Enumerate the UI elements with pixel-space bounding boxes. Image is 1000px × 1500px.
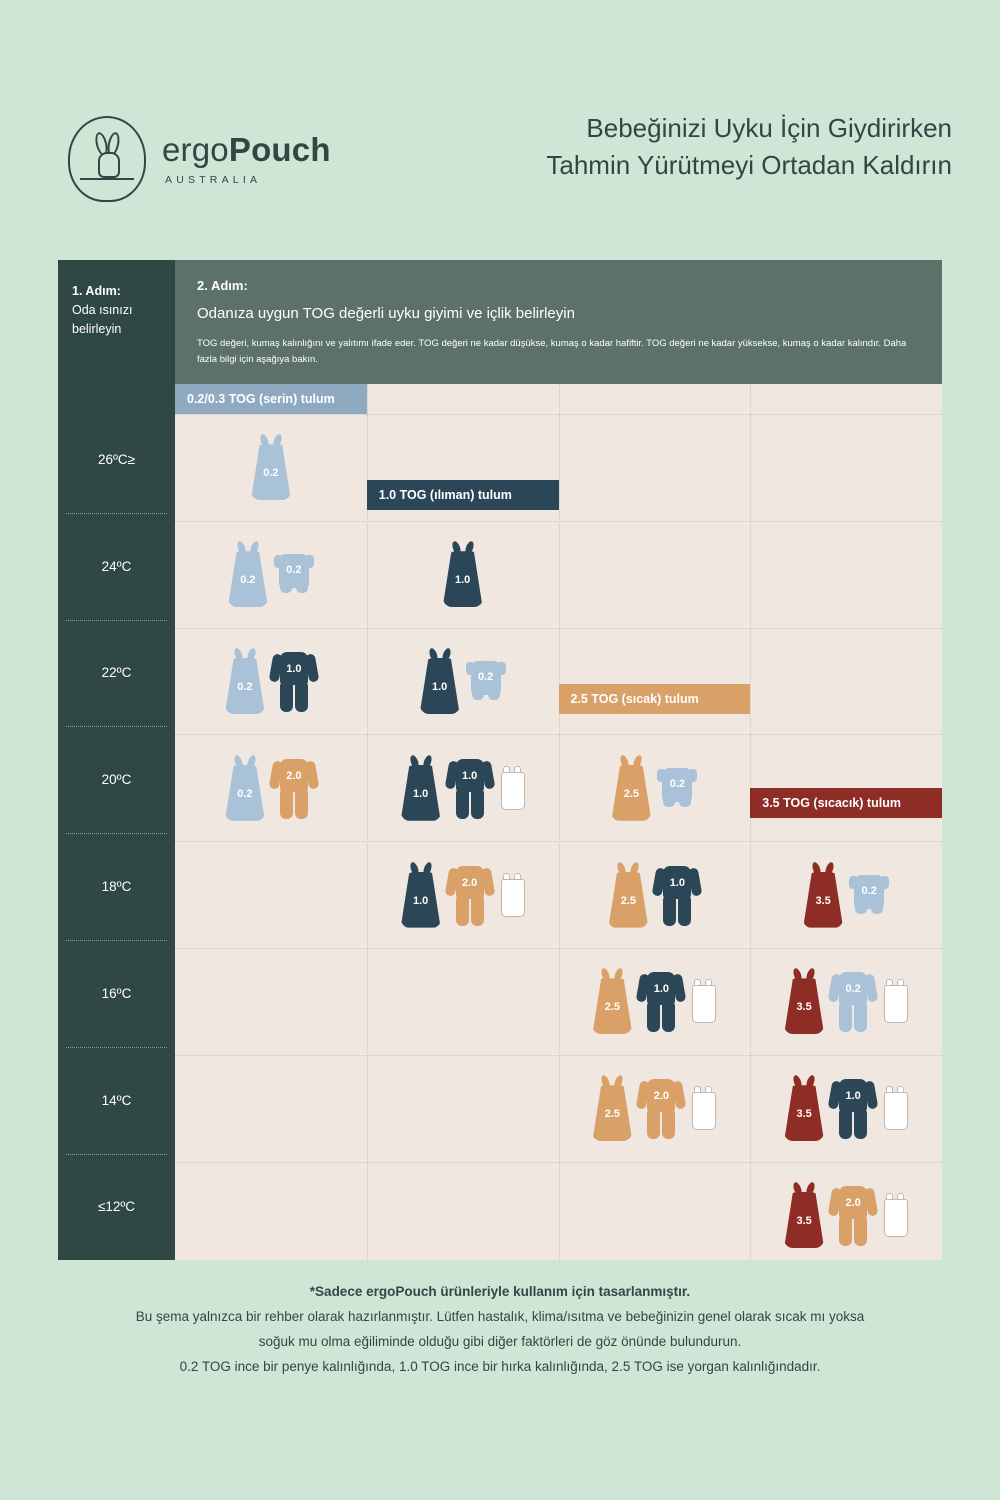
- garment-cell: [175, 841, 367, 948]
- step1-title: 1. Adım:: [72, 284, 121, 298]
- tog-header-0: 0.2/0.3 TOG (serin) tulum: [175, 384, 367, 414]
- garment-cell: [175, 414, 367, 521]
- garment-cell: [175, 521, 367, 628]
- page-title: [392, 110, 952, 184]
- sleeping-bag-icon: [592, 1075, 632, 1141]
- garment-cell: [750, 1055, 942, 1162]
- garment-cell: [559, 628, 751, 735]
- garment-cell: [750, 841, 942, 948]
- footer-line-4: 0.2 TOG ince bir penye kalınlığında, 1.0 TOG ince bir hırka kalınlığında, 2.5 TOG ise yorgan kalınlığındadır.: [179, 1358, 821, 1374]
- temperature-row: 26ºC≥: [97, 451, 136, 467]
- temperature-list: [58, 406, 175, 1260]
- tog-value: 0.2: [669, 777, 686, 790]
- sleeping-bag-icon: [611, 755, 651, 821]
- sleeping-bag-icon: [225, 755, 265, 821]
- sleepsuit-icon: [638, 1076, 684, 1140]
- sleeping-bag-icon: [443, 541, 483, 607]
- garment-cell: [750, 628, 942, 735]
- garment-row: [175, 1162, 942, 1269]
- garment-cell: [367, 734, 559, 841]
- sleepsuit-icon: [830, 969, 876, 1033]
- short-romper-icon: [657, 764, 697, 812]
- tog-value: 1.0: [845, 1090, 861, 1103]
- temperature-row: 24ºC: [58, 513, 175, 620]
- sleepsuit-icon: [830, 1076, 876, 1140]
- tog-value: 3.5: [796, 1108, 812, 1121]
- garment-cell: [175, 948, 367, 1055]
- temperature-row: 22ºC: [58, 620, 175, 727]
- tog-value: 1.0: [669, 876, 686, 889]
- brand-region: AUSTRALIA: [165, 173, 262, 186]
- sleeping-bag-icon: [401, 755, 441, 821]
- tog-value: 0.2: [237, 680, 253, 693]
- step2-title: 2. Adım:: [197, 278, 248, 293]
- garment-cell: [559, 734, 751, 841]
- brand-logo: [68, 116, 331, 202]
- footer-line-2: Bu şema yalnızca bir rehber olarak hazırlanmıştır. Lütfen hastalık, klima/ısıtma ve bebeğinizin genel olarak sıcak mı yoksa: [135, 1308, 865, 1324]
- sleepsuit-icon: [654, 863, 700, 927]
- headline-line-1: Bebeğinizi Uyku İçin Giydirirken: [586, 113, 952, 143]
- short-romper-icon: [849, 871, 889, 919]
- garment-row: [175, 414, 942, 521]
- garment-cell: [750, 521, 942, 628]
- tog-value: 2.5: [604, 1001, 621, 1014]
- tog-value: 1.0: [454, 574, 471, 587]
- tog-value: 2.0: [461, 876, 478, 889]
- garment-cell: [559, 1055, 751, 1162]
- garment-cell: [367, 414, 559, 521]
- footer-line-3: soğuk mu olma eğiliminde olduğu gibi diğer faktörleri de göz önünde bulundurun.: [258, 1333, 742, 1349]
- garment-grid: [175, 384, 942, 1260]
- garment-row: [175, 734, 942, 841]
- singlet-icon: [499, 873, 525, 917]
- brand-name-light: ergo: [162, 130, 229, 168]
- footer-line-1: *Sadece ergoPouch ürünleriyle kullanım için tasarlanmıştır.: [309, 1284, 691, 1299]
- garment-cell: [367, 948, 559, 1055]
- sleepsuit-icon: [271, 756, 317, 820]
- guide-card: [30, 28, 970, 1472]
- tog-header-3: 3.5 TOG (sıcacık) tulum: [750, 788, 942, 818]
- sleeping-bag-icon: [228, 541, 268, 607]
- brand-wordmark: [162, 130, 331, 186]
- garment-row: [175, 841, 942, 948]
- garment-cell: [175, 1055, 367, 1162]
- singlet-icon: [882, 979, 908, 1023]
- sleeping-bag-icon: [420, 648, 460, 714]
- temperature-row: 14ºC: [58, 1047, 175, 1154]
- garment-cell: [175, 734, 367, 841]
- step2-subtitle: Odanıza uygun TOG değerli uyku giyimi ve içlik belirleyin: [197, 305, 575, 322]
- sleeping-bag-icon: [401, 862, 441, 928]
- temperature-row: ≤12ºC: [58, 1154, 175, 1261]
- garment-cell: [175, 1162, 367, 1269]
- tog-value: 1.0: [431, 680, 448, 693]
- tog-value: 2.0: [286, 769, 302, 782]
- garment-cell: [750, 414, 942, 521]
- garment-cell: [367, 841, 559, 948]
- garment-cell: [367, 1055, 559, 1162]
- sleeping-bag-icon: [784, 1075, 824, 1141]
- sleeping-bag-icon: [784, 1182, 824, 1248]
- temperature-row: 16ºC: [58, 940, 175, 1047]
- sleepsuit-icon: [447, 863, 493, 927]
- temperature-row: 18ºC: [58, 833, 175, 940]
- garment-cell: [750, 1162, 942, 1269]
- garment-cell: [750, 734, 942, 841]
- sleeping-bag-icon: [784, 968, 824, 1034]
- sleepsuit-icon: [447, 756, 493, 820]
- tog-value: 2.5: [604, 1108, 621, 1121]
- tog-value: 0.2: [263, 467, 279, 480]
- sleeping-bag-icon: [592, 968, 632, 1034]
- garment-row: [175, 948, 942, 1055]
- singlet-icon: [690, 1086, 716, 1130]
- tog-value: 0.2: [237, 787, 253, 800]
- temperature-row: 20ºC: [58, 726, 175, 833]
- singlet-icon: [882, 1086, 908, 1130]
- brand-name-bold: Pouch: [228, 130, 331, 168]
- tog-value: 2.5: [623, 787, 640, 800]
- sleeping-bag-icon: [608, 862, 648, 928]
- tog-value: 1.0: [653, 983, 670, 996]
- tog-header-1: 1.0 TOG (ılıman) tulum: [367, 480, 559, 510]
- tog-value: 3.5: [796, 1214, 812, 1227]
- tog-value: 0.2: [477, 670, 494, 683]
- sleeping-bag-icon: [251, 434, 291, 500]
- tog-value: 1.0: [461, 769, 478, 782]
- step2-banner: [175, 260, 942, 384]
- garment-cell: [559, 948, 751, 1055]
- sleepsuit-icon: [271, 649, 317, 713]
- tog-value: 1.0: [412, 787, 429, 800]
- tog-value: 0.2: [861, 884, 877, 897]
- garment-row: [175, 521, 942, 628]
- step1-text: [72, 282, 168, 338]
- header: [30, 88, 970, 238]
- garment-cell: [367, 1162, 559, 1269]
- tog-value: 1.0: [412, 894, 429, 907]
- bunny-logo-icon: [68, 116, 146, 202]
- step1-desc-line1: Oda ısınızı: [72, 302, 133, 317]
- tog-value: 0.2: [845, 983, 861, 996]
- tog-value: 3.5: [815, 894, 831, 907]
- tog-value: 0.2: [286, 564, 302, 577]
- step1-desc-line2: belirleyin: [72, 321, 122, 336]
- headline-line-2: Tahmin Yürütmeyi Ortadan Kaldırın: [546, 149, 952, 180]
- tog-value: 2.0: [653, 1090, 670, 1103]
- tog-value: 0.2: [240, 574, 256, 587]
- garment-row: [175, 628, 942, 735]
- garment-cell: [559, 1162, 751, 1269]
- sleepsuit-icon: [830, 1183, 876, 1247]
- garment-cell: [175, 628, 367, 735]
- tog-value: 2.5: [620, 894, 637, 907]
- garment-cell: [750, 948, 942, 1055]
- tog-value: 2.0: [845, 1196, 861, 1209]
- tog-value: 1.0: [286, 662, 302, 675]
- sleepsuit-icon: [638, 969, 684, 1033]
- footer-notes: [58, 1280, 942, 1380]
- garment-cell: [367, 521, 559, 628]
- garment-row: [175, 1055, 942, 1162]
- tog-header-2: 2.5 TOG (sıcak) tulum: [559, 684, 751, 714]
- step1-column: [58, 260, 175, 1260]
- step2-note: TOG değeri, kumaş kalınlığını ve yalıtımı ifade eder. TOG değeri ne kadar düşükse, kumaş o kadar hafiftir. TOG değeri ne kadar yüksekse, kumaş o kadar kalındır. Daha fazla bilgi için aşağıya bakın.: [197, 338, 907, 365]
- sleeping-bag-icon: [225, 648, 265, 714]
- singlet-icon: [690, 979, 716, 1023]
- sleeping-bag-icon: [803, 862, 843, 928]
- garment-cell: [367, 628, 559, 735]
- garment-cell: [559, 841, 751, 948]
- garment-cell: [559, 521, 751, 628]
- singlet-icon: [882, 1193, 908, 1237]
- short-romper-icon: [466, 657, 506, 705]
- singlet-icon: [499, 766, 525, 810]
- short-romper-icon: [274, 550, 314, 598]
- tog-value: 3.5: [796, 1001, 812, 1014]
- garment-cell: [559, 414, 751, 521]
- tog-table: [58, 260, 942, 1260]
